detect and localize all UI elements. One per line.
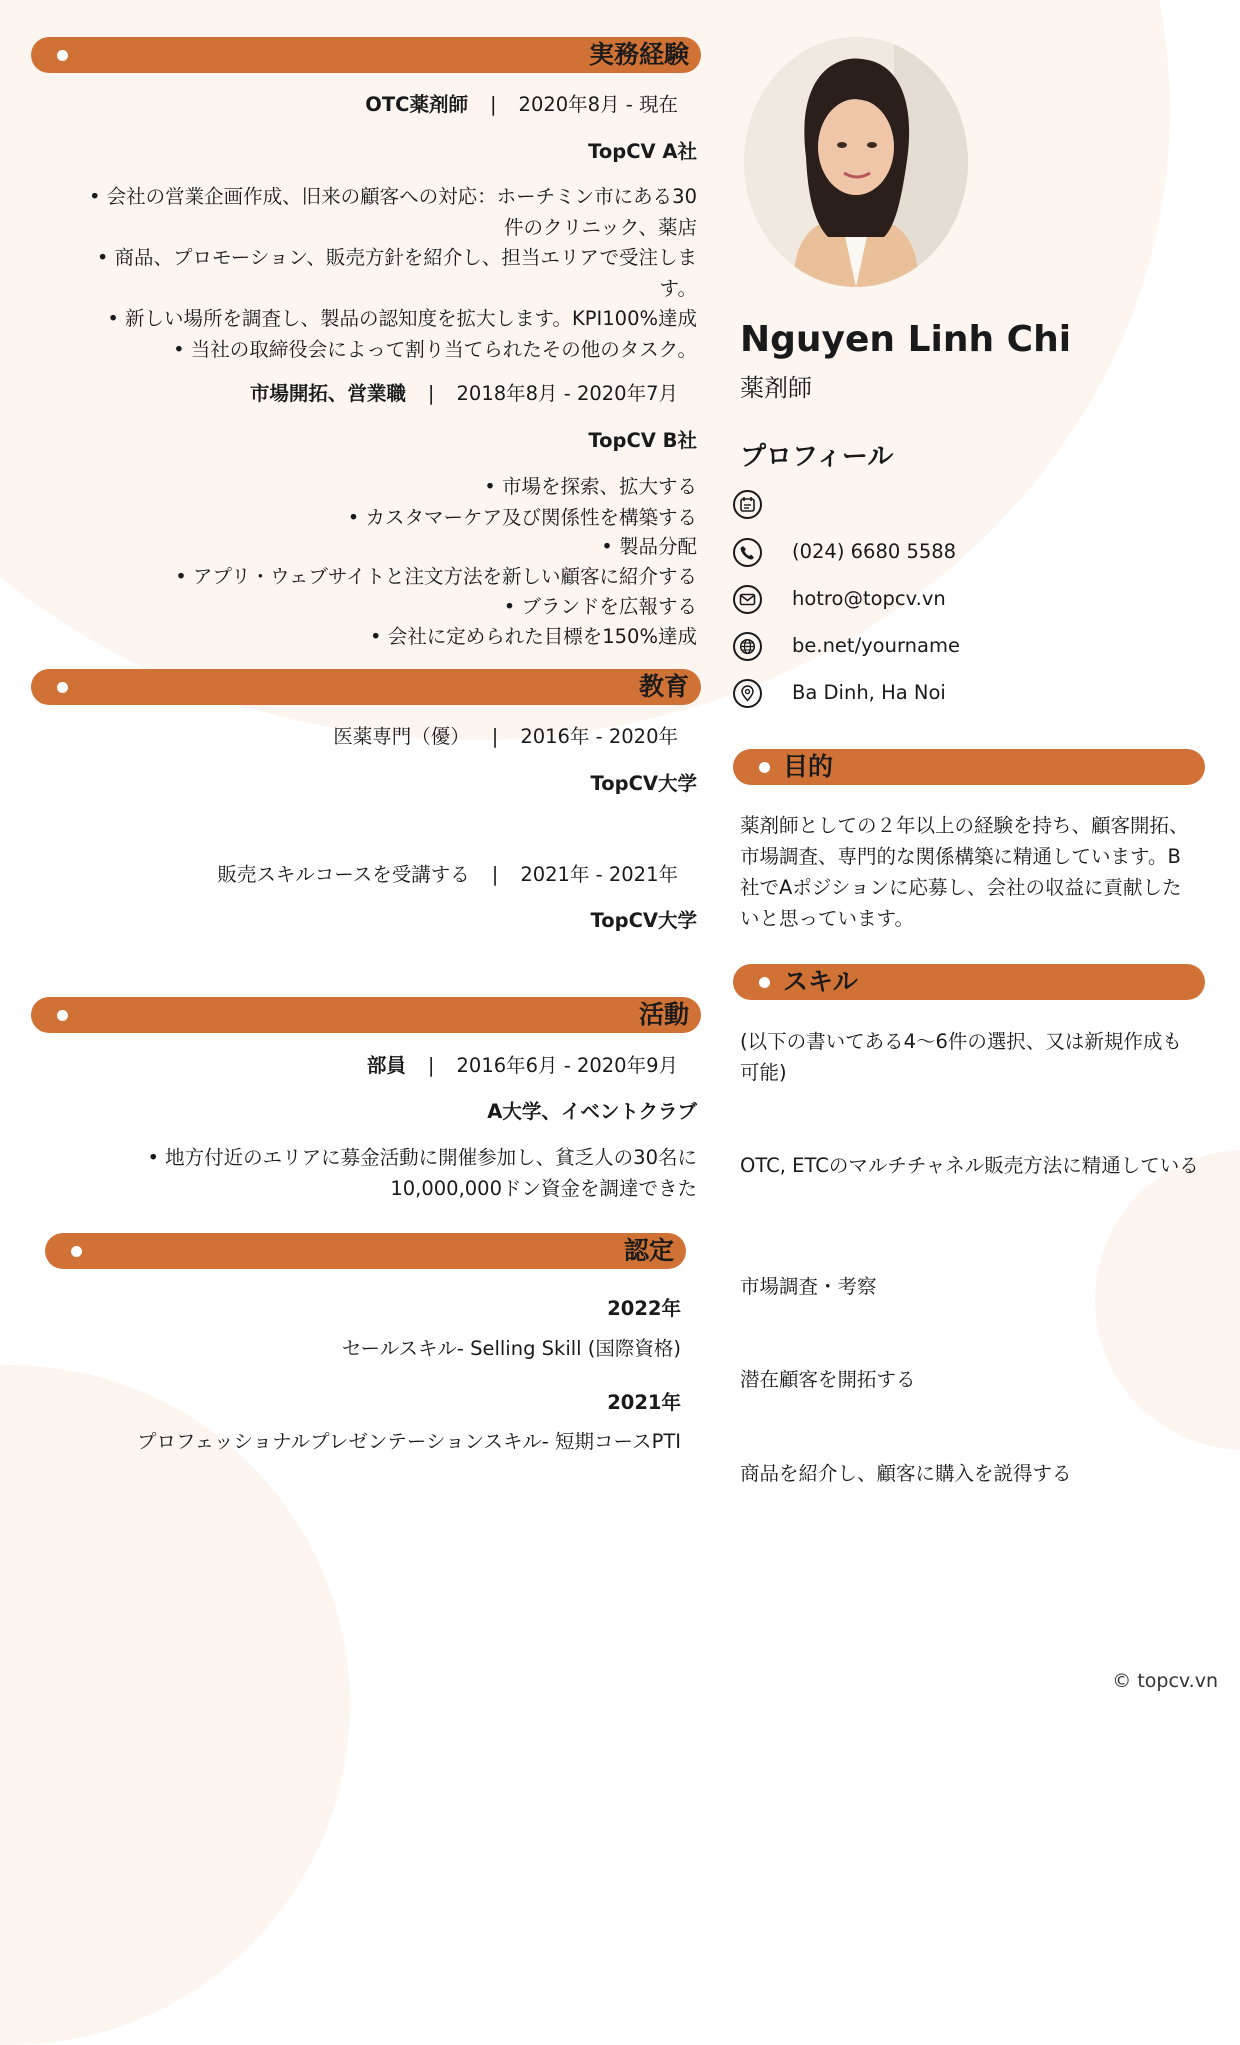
activities-heading: 活動 bbox=[638, 1000, 689, 1029]
bullet-dot bbox=[759, 977, 770, 988]
mail-icon bbox=[733, 585, 762, 614]
candidate-name: Nguyen Linh Chi bbox=[740, 319, 1072, 360]
activity-line bbox=[367, 1053, 678, 1079]
job-2-bullet: • カスタマーケア及び関係性を構築する bbox=[347, 506, 697, 529]
job-1-bullet: 件のクリニック、薬店 bbox=[503, 216, 697, 239]
bullet-dot bbox=[57, 50, 68, 61]
activity-period: 2016年6月 - 2020年9月 bbox=[456, 1054, 678, 1077]
education-header-bar bbox=[31, 669, 701, 705]
education-2-school: TopCV大学 bbox=[590, 909, 697, 932]
activity-bullet: 10,000,000ドン資金を調達できた bbox=[390, 1177, 697, 1200]
cert-2-name: プロフェッショナルプレゼンテーションスキル- 短期コースPTI bbox=[136, 1430, 681, 1453]
objective-text: 薬剤師としての２年以上の経験を持ち、顧客開拓、市場調査、専門的な関係構築に精通しています。B社でAポジションに応募し、会社の収益に貢献したいと思っています。 bbox=[740, 814, 1189, 930]
experience-heading: 実務経験 bbox=[588, 40, 689, 69]
profile-photo bbox=[744, 37, 968, 287]
job-1-bullet: • 新しい場所を調査し、製品の認知度を拡大します。KPI100%達成 bbox=[107, 307, 697, 330]
bullet-dot bbox=[57, 682, 68, 693]
skill-item: 潜在顧客を開拓する bbox=[740, 1368, 916, 1391]
job-2-company: TopCV B社 bbox=[588, 429, 697, 452]
experience-header-bar bbox=[31, 37, 701, 73]
bullet-dot bbox=[71, 1246, 82, 1257]
skills-header-bar bbox=[733, 964, 1205, 1000]
education-1-school: TopCV大学 bbox=[590, 772, 697, 795]
skill-item: 商品を紹介し、顧客に購入を説得する bbox=[740, 1462, 1072, 1485]
job-2-line bbox=[250, 381, 678, 407]
activities-header-bar bbox=[31, 997, 701, 1033]
cert-1-name: セールスキル- Selling Skill (国際資格) bbox=[341, 1337, 681, 1360]
job-title: 薬剤師 bbox=[740, 374, 812, 402]
job-1-bullet: • 会社の営業企画作成、旧来の顧客への対応：ホーチミン市にある30 bbox=[88, 185, 697, 208]
globe-icon bbox=[733, 632, 762, 661]
skill-item: 市場調査・考察 bbox=[740, 1275, 877, 1298]
skills-heading: スキル bbox=[783, 967, 858, 996]
activity-org: A大学、イベントクラブ bbox=[487, 1100, 697, 1123]
bullet-dot bbox=[759, 762, 770, 773]
education-1-title: 医薬専門（優） bbox=[333, 725, 470, 748]
education-2-title: 販売スキルコースを受講する bbox=[217, 863, 470, 886]
job-1-company: TopCV A社 bbox=[588, 140, 697, 163]
job-1-bullet: • 商品、プロモーション、販売方針を紹介し、担当エリアで受注しま bbox=[96, 246, 697, 269]
footer-credit: © topcv.vn bbox=[1112, 1670, 1218, 1692]
job-1-period: 2020年8月 - 現在 bbox=[518, 93, 678, 116]
separator: | bbox=[489, 93, 497, 116]
skill-item: OTC, ETCのマルチチャネル販売方法に精通している bbox=[740, 1154, 1199, 1177]
contact-phone: (024) 6680 5588 bbox=[792, 540, 957, 563]
job-1-line bbox=[365, 92, 678, 118]
skills-note: (以下の書いてある4～6件の選択、又は新規作成も可能) bbox=[740, 1030, 1182, 1084]
education-1-period: 2016年 - 2020年 bbox=[520, 725, 678, 748]
job-2-bullet: • 製品分配 bbox=[601, 535, 697, 558]
job-2-period: 2018年8月 - 2020年7月 bbox=[456, 382, 678, 405]
job-1-title: OTC薬剤師 bbox=[365, 93, 468, 116]
education-2-period: 2021年 - 2021年 bbox=[520, 863, 678, 886]
job-2-title: 市場開拓、営業職 bbox=[249, 382, 406, 405]
objective-heading: 目的 bbox=[783, 752, 834, 781]
activity-role: 部員 bbox=[366, 1054, 406, 1077]
job-2-bullet: • 市場を探索、拡大する bbox=[484, 475, 697, 498]
education-2-line bbox=[217, 862, 678, 888]
separator: | bbox=[491, 725, 499, 748]
location-pin-icon bbox=[733, 679, 762, 708]
job-1-bullet: • 当社の取締役会によって割り当てられたその他のタスク。 bbox=[173, 338, 697, 361]
bullet-dot bbox=[57, 1010, 68, 1021]
contact-website[interactable]: be.net/yourname bbox=[792, 634, 960, 657]
activity-bullet: • 地方付近のエリアに募金活動に開催参加し、貧乏人の30名に bbox=[147, 1146, 697, 1169]
education-heading: 教育 bbox=[638, 672, 689, 701]
cert-1-year: 2022年 bbox=[607, 1297, 681, 1320]
certifications-heading: 認定 bbox=[623, 1236, 674, 1265]
contact-address: Ba Dinh, Ha Noi bbox=[792, 681, 946, 704]
contact-email[interactable]: hotro@topcv.vn bbox=[792, 587, 946, 610]
cert-2-year: 2021年 bbox=[607, 1391, 681, 1414]
job-1-bullet: す。 bbox=[659, 277, 697, 300]
certifications-header-bar bbox=[45, 1233, 686, 1269]
job-2-bullet: • ブランドを広報する bbox=[503, 595, 697, 618]
objective-header-bar bbox=[733, 749, 1205, 785]
profile-heading: プロフィール bbox=[740, 442, 894, 472]
calendar-icon bbox=[733, 490, 762, 519]
job-2-bullet: • 会社に定められた目標を150%達成 bbox=[370, 625, 697, 648]
separator: | bbox=[427, 1054, 435, 1077]
job-2-bullet: • アプリ・ウェブサイトと注文方法を新しい顧客に紹介する bbox=[175, 565, 697, 588]
separator: | bbox=[491, 863, 499, 886]
education-1-line bbox=[333, 724, 678, 750]
separator: | bbox=[427, 382, 435, 405]
phone-icon bbox=[733, 538, 762, 567]
